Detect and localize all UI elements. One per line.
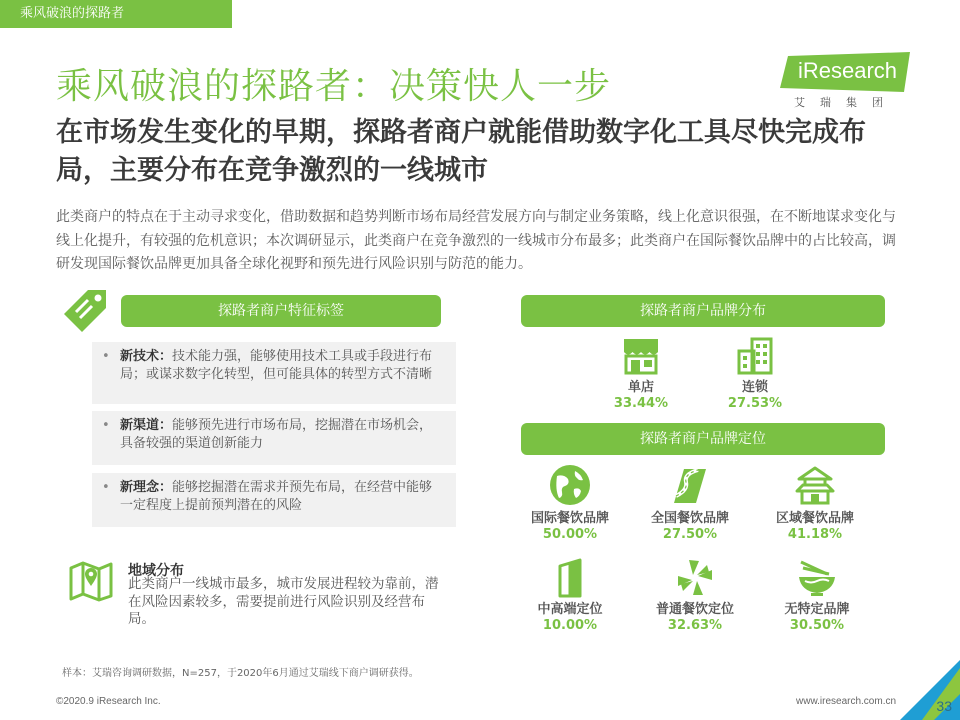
region-title: 地域分布: [128, 563, 184, 579]
stat-value: 10.00%: [542, 618, 598, 633]
feature-desc: 技术能力强，能够使用技术工具或手段进行布局；或谋求数字化转型，但可能具体的转型方式不清晰: [120, 349, 433, 382]
stat-no-brand: [757, 558, 877, 634]
logo-text: iResearch: [798, 58, 898, 83]
bullet: •: [102, 480, 110, 495]
feature-item: [92, 473, 456, 527]
brand-distribution-heading: 探路者商户品牌分布: [521, 295, 885, 327]
stat-value: 30.50%: [789, 618, 845, 633]
feature-desc: 能够挖掘潜在需求并预先布局，在经营中能够一定程度上提前预判潜在的风险: [120, 480, 433, 513]
feature-name: 新技术：: [120, 349, 173, 364]
stat-regional-brand: [755, 463, 875, 543]
stat-international-brand: [510, 463, 630, 543]
logo-cn-text: 艾瑞集团: [794, 96, 898, 109]
stat-label: 无特定品牌: [784, 602, 850, 617]
stat-high-end: [510, 558, 630, 634]
pagoda-icon: [793, 463, 837, 507]
iresearch-logo: [780, 52, 910, 110]
stat-label: 单店: [627, 380, 654, 395]
page-number: 33: [936, 698, 952, 714]
sample-note: 样本：艾瑞咨询调研数据，N=257，于2020年6月通过艾瑞线下商户调研获得。: [62, 668, 419, 679]
stat-national-brand: [630, 463, 750, 543]
section-tab: 乘风破浪的探路者: [0, 0, 232, 28]
feature-tags-heading: 探路者商户特征标签: [121, 295, 441, 327]
stat-single-store: [581, 336, 701, 412]
noodle-bowl-icon: [795, 558, 839, 598]
website-url: www.iresearch.com.cn: [796, 696, 897, 707]
stat-label: 连锁: [741, 380, 768, 395]
feature-name: 新渠道：: [120, 418, 173, 433]
feature-text: [102, 348, 440, 384]
intro-paragraph: 此类商户的特点在于主动寻求变化，借助数据和趋势判断市场布局经营发展方向与制定业务策略，线上化意识很强，在不断地谋求变化与线上化提升，有较强的危机意识；本次调研显示，此类商户在竞争激烈的一线城市分布最多；此类商户在国际餐饮品牌中的占比较高，调研发现国际餐饮品牌更加具备全球化视野和预先进行风险识别与防范的能力。: [56, 209, 896, 272]
building-icon: [548, 558, 592, 598]
stat-label: 国际餐饮品牌: [530, 511, 609, 526]
page-subtitle: 在市场发生变化的早期，探路者商户就能借助数字化工具尽快完成布局，主要分布在竞争激烈的一线城市: [56, 117, 866, 186]
feature-name: 新理念：: [120, 480, 173, 495]
pinwheel-icon: [673, 558, 717, 598]
stat-value: 50.00%: [542, 527, 598, 542]
buildings-icon: [735, 336, 775, 376]
stat-value: 27.53%: [727, 396, 783, 411]
stat-label: 中高端定位: [537, 602, 603, 617]
stat-chain: [695, 336, 815, 412]
stat-label: 普通餐饮定位: [655, 602, 734, 617]
stat-value: 41.18%: [787, 527, 843, 542]
feature-text: [102, 417, 440, 453]
map-icon: [68, 556, 114, 602]
stat-label: 全国餐饮品牌: [650, 511, 729, 526]
stat-ordinary: [635, 558, 755, 634]
bullet: •: [102, 418, 110, 433]
globe-icon: [548, 463, 592, 507]
feature-text: [102, 479, 440, 515]
region-text: 此类商户一线城市最多，城市发展进程较为靠前，潜在风险因素较多，需要提前进行风险识别及经营布局。: [128, 576, 439, 627]
stat-value: 27.50%: [662, 527, 718, 542]
stat-value: 32.63%: [667, 618, 723, 633]
feature-item: [92, 411, 456, 465]
copyright: ©2020.9 iResearch Inc.: [56, 696, 161, 707]
brand-positioning-heading: 探路者商户品牌定位: [521, 423, 885, 455]
price-tag-icon: [60, 288, 110, 334]
feature-desc: 能够预先进行市场布局，挖掘潜在市场机会，具备较强的渠道创新能力: [120, 418, 433, 451]
page-title: 乘风破浪的探路者：决策快人一步: [56, 66, 612, 107]
feature-item: [92, 342, 456, 404]
bullet: •: [102, 349, 110, 364]
stat-value: 33.44%: [613, 396, 669, 411]
road-icon: [668, 463, 712, 507]
storefront-icon: [621, 336, 661, 376]
stat-label: 区域餐饮品牌: [775, 511, 854, 526]
